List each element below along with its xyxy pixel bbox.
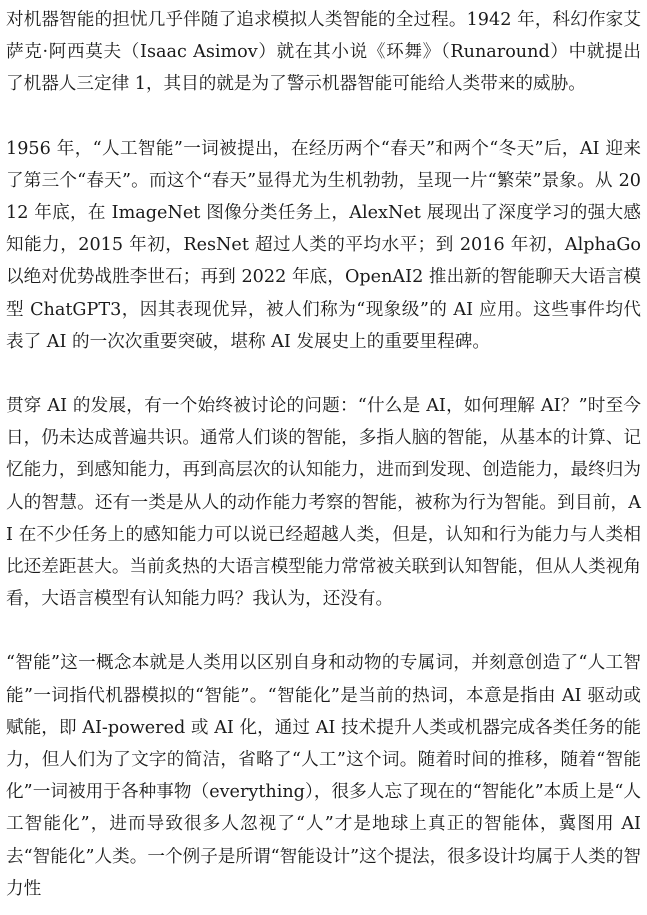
paragraph-intelligence-concept: “智能”这一概念本就是人类用以区别自身和动物的专属词，并刻意创造了“人工智能”一词指代机器模拟的“智能”。“智能化”是当前的热词，本意是指由 AI 驱动或赋能，即 AI-powered 或 AI 化，通过 AI 技术提升人类或机器完成各类任务的能力，但人们为了文字的简洁，省略了“人工”这个词。随着时间的推移，随着“智能化”一词被用于各种事物（everything），很多人忘了现在的“智能化”本质上是“人工智能化”，进而导致很多人忽视了“人”才是地球上真正的智能体，冀图用 AI 去“智能化”人类。一个例子是所谓“智能设计”这个提法，很多设计均属于人类的智力性 xyxy=(6,653,641,899)
paragraph-asimov-laws: 对机器智能的担忧几乎伴随了追求模拟人类智能的全过程。1942 年，科幻作家艾萨克·阿西莫夫（Isaac Asimov）就在其小说《环舞》（Runaround）中就提出了机器人三定律 1，其目的就是为了警示机器智能可能给人类带来的威胁。 xyxy=(6,10,641,95)
paragraph-what-is-ai: 贯穿 AI 的发展，有一个始终被讨论的问题：“什么是 AI，如何理解 AI？”时至今日，仍未达成普遍共识。通常人们谈的智能，多指人脑的智能，从基本的计算、记忆能力，到感知能力，再到高层次的认知能力，进而到发现、创造能力，最终归为人的智慧。还有一类是从人的动作能力考察的智能，被称为行为智能。到目前，AI 在不少任务上的感知能力可以说已经超越人类，但是，认知和行为能力与人类相比还差距甚大。当前炙热的大语言模型能力常常被关联到认知智能，但从人类视角看，大语言模型有认知能力吗？我认为，还没有。 xyxy=(6,396,641,610)
paragraph-ai-milestones: 1956 年，“人工智能”一词被提出，在经历两个“春天”和两个“冬天”后，AI 迎来了第三个“春天”。而这个“春天”显得尤为生机勃勃，呈现一片“繁荣”景象。从 2012 年底，在 ImageNet 图像分类任务上，AlexNet 展现出了深度学习的强大感知能力，2015 年初，ResNet 超过人类的平均水平；到 2016 年初，AlphaGo 以绝对优势战胜李世石；再到 2022 年底，OpenAI2 推出新的智能聊天大语言模型 ChatGPT3，因其表现优异，被人们称为“现象级”的 AI 应用。这些事件均代表了 AI 的一次次重要突破，堪称 AI 发展史上的重要里程碑。 xyxy=(6,138,641,352)
